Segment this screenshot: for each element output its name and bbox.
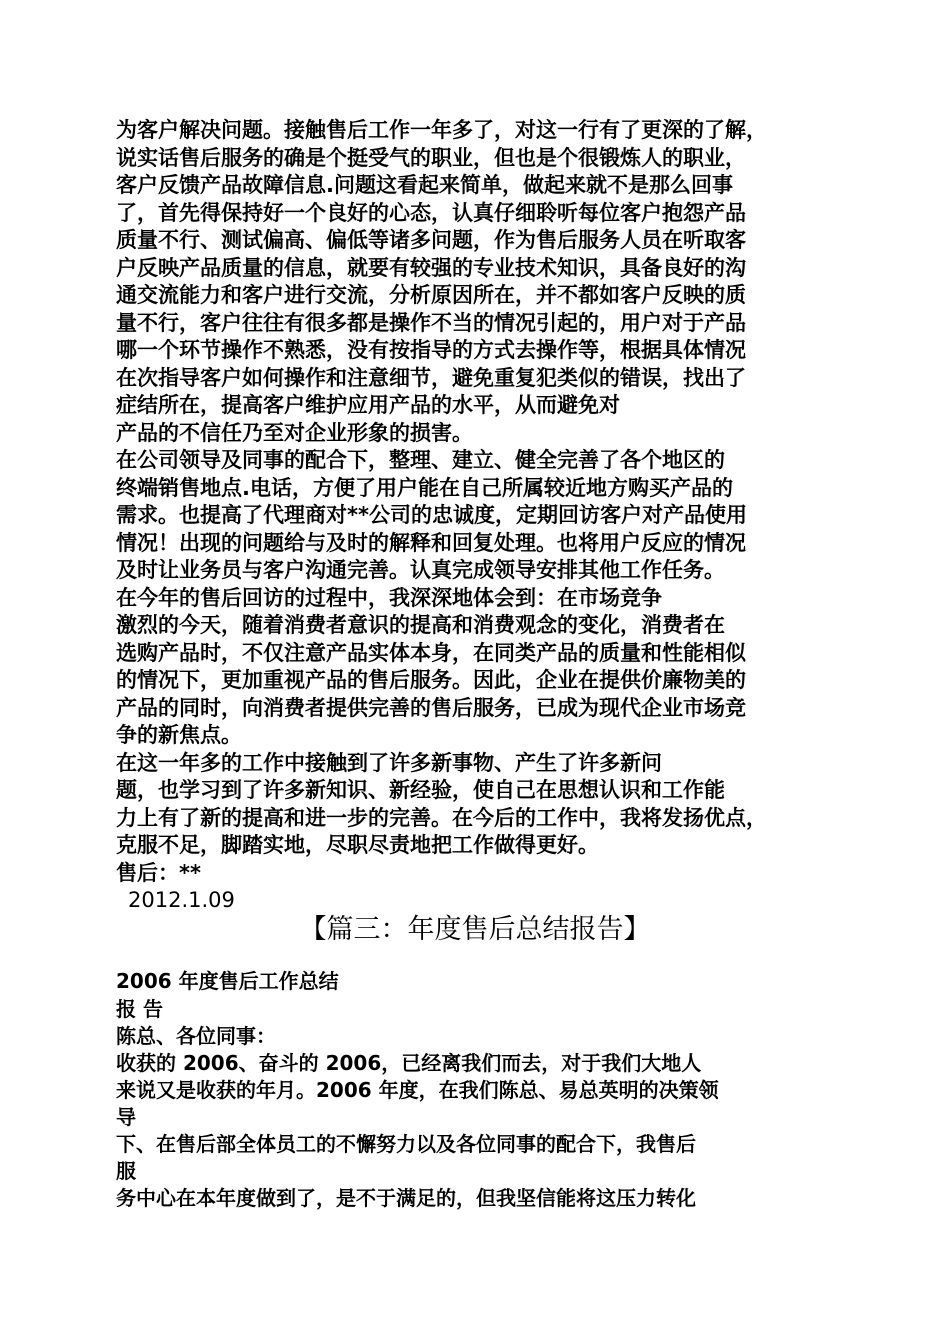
text-line: 收获的 2006、奋斗的 2006，已经离我们而去，对于我们大地人 [116,1051,702,1075]
text-line: 激烈的今天，随着消费者意识的提高和消费观念的变化，消费者在 [116,613,725,637]
text-line: 产品的不信任乃至对企业形象的损害。 [116,421,473,445]
text-line: 情况！出现的问题给与及时的解释和回复处理。也将用户反应的情况 [116,531,746,555]
text-line: 题，也学习到了许多新知识、新经验，使自己在思想认识和工作能 [116,778,725,802]
text-line: 在次指导客户如何操作和注意细节，避免重复犯类似的错误，找出了 [116,366,746,390]
text-line: 在今年的售后回访的过程中，我深深地体会到：在市场竞争 [116,586,662,610]
text-line: 终端销售地点.电话，方便了用户能在自己所属较近地方购买产品的 [116,476,733,500]
text-line: 户反映产品质量的信息，就要有较强的专业技术知识，具备良好的沟 [116,256,746,280]
text-line: 服 [116,1159,136,1183]
text-line: 客户反馈产品故障信息.问题这看起来简单，做起来就不是那么回事 [116,173,733,197]
date-line: 2012.1.09 [128,888,235,912]
text-line: 克服不足，脚踏实地，尽职尽责地把工作做得更好。 [116,833,599,857]
text-line: 务中心在本年度做到了，是不于满足的，但我坚信能将这压力转化 [116,1186,696,1210]
text-line: 下、在售后部全体员工的不懈努力以及各位同事的配合下，我售后 [116,1132,696,1156]
text-line: 的情况下，更加重视产品的售后服务。因此，企业在提供价廉物美的 [116,668,746,692]
text-line: 在公司领导及同事的配合下，整理、建立、健全完善了各个地区的 [116,448,725,472]
text-line: 力上有了新的提高和进一步的完善。在今后的工作中，我将发扬优点， [116,806,767,830]
text-line: 及时让业务员与客户沟通完善。认真完成领导安排其他工作任务。 [116,558,725,582]
text-line: 症结所在，提高客户维护应用产品的水平，从而避免对 [116,393,620,417]
text-line: 争的新焦点。 [116,723,242,747]
text-line: 说实话售后服务的确是个挺受气的职业，但也是个很锻炼人的职业， [116,146,746,170]
text-line: 需求。也提高了代理商对**公司的忠诚度，定期回访客户对产品使用 [116,503,747,527]
report-subtitle: 报 告 [116,997,163,1021]
salutation: 陈总、各位同事： [116,1024,276,1048]
text-line: 量不行，客户往往有很多都是操作不当的情况引起的，用户对于产品 [116,311,746,335]
text-line: 了，首先得保持好一个良好的心态，认真仔细聆听每位客户抱怨产品 [116,201,746,225]
text-line: 为客户解决问题。接触售后工作一年多了，对这一行有了更深的了解， [116,118,767,142]
signature-line: 售后：** [116,861,201,885]
text-line: 产品的同时，向消费者提供完善的售后服务，已成为现代企业市场竞 [116,696,746,720]
text-line: 选购产品时，不仅注意产品实体本身，在同类产品的质量和性能相似 [116,641,746,665]
text-line: 在这一年多的工作中接触到了许多新事物、产生了许多新问 [116,751,662,775]
section-heading: 【篇三：年度售后总结报告】 [299,914,651,945]
text-line: 哪一个环节操作不熟悉，没有按指导的方式去操作等，根据具体情况 [116,338,746,362]
text-line: 质量不行、测试偏高、偏低等诸多问题，作为售后服务人员在听取客 [116,228,746,252]
report-title: 2006 年度售后工作总结 [116,969,339,993]
text-line: 导 [116,1105,136,1129]
text-line: 通交流能力和客户进行交流，分析原因所在，并不都如客户反映的质 [116,283,746,307]
text-line: 来说又是收获的年月。2006 年度，在我们陈总、易总英明的决策领 [116,1078,719,1102]
